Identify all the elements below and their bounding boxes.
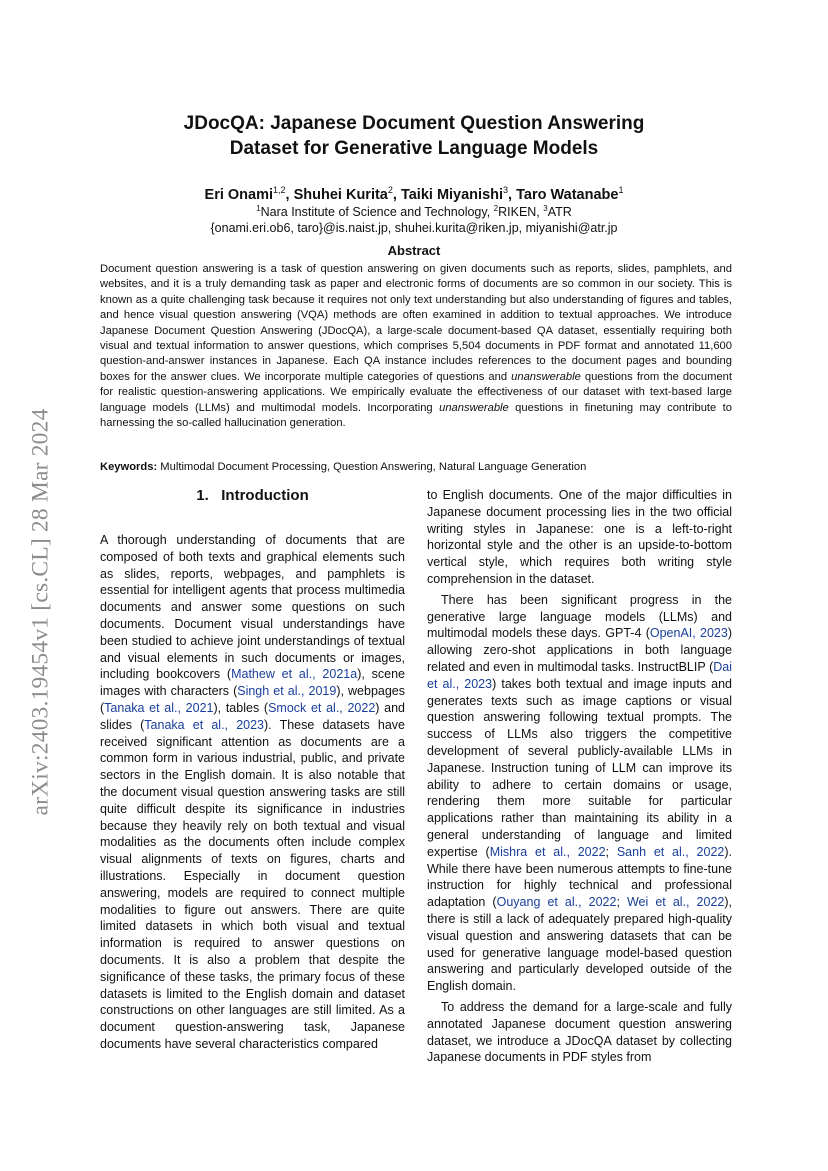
paper-title-line-2: Dataset for Generative Language Models <box>229 138 599 159</box>
paragraph-text: To address the demand for a large-scale and fully annotated Japanese document question answering dataset, we introduce a JDocQA dataset by collecting Japanese documents in PDF styles from <box>427 999 732 1065</box>
paragraph-text: ), tables ( <box>213 700 269 715</box>
affiliation-name: Nara Institute of Science and Technology, <box>260 205 494 220</box>
section-number: 1. <box>196 487 209 504</box>
paragraph-text: There has been significant progress in the generative large language models (LLMs) and multimodal models these days. GPT-4 ( <box>427 592 732 641</box>
right-text-column <box>427 487 732 1066</box>
affiliation-mark: 3 <box>543 204 548 213</box>
paragraph-text: ), scene images with characters ( <box>100 667 406 699</box>
author-affiliation-mark: 2 <box>387 185 393 195</box>
author-list: Eri Onami$^{1,2}$, Shuhei Kurita$^2$, Taiki Miyanishi$^3$, Taro Watanabe$^1$ <box>204 185 624 203</box>
section-title: Introduction <box>221 487 309 504</box>
paragraph-text: ) takes both textual and image inputs and generates texts such as image captions or visual question answering following textual prompts. The success of LLMs also triggers the competitive development of several publicly-available LLMs in Japanese. Instruction tuning of LLM can improve its ability to adhere to certain domains or usage, rendering them more suitable for particular applications rather than maintaining its ability in a general understanding of language and limited expertise ( <box>427 676 733 859</box>
abstract-text: Document question answering is a task of question answering on given documents such as reports, slides, pamphlets, and websites, and it is a truly demanding task as paper and electronic forms of documents are so common in our society. This is known as a quite challenging task because it requires not only text understanding but also understanding of figures and tables, and hence visual question answering (VQA) methods are often examined in addition to textual approaches. We introduce Japanese Document Question Answering (JDocQA), a large-scale document-based QA dataset, essentially requiring both visual and textual information to answer questions, which comprises 5,504 documents in PDF format and annotated 11,600 question-and-answer instances in Japanese. Each QA instance includes references to the document pages and bounding boxes for the answer clues. We incorporate multiple categories of questions and <box>100 263 732 383</box>
abstract-text: questions from the document for realistic question-answering applications. We empirically evaluate the effectiveness of our dataset with text-based large language models (LLMs) and multimodal models. Incorporating <box>100 370 732 414</box>
author-name: Eri Onami <box>204 186 274 203</box>
paragraph-text: ; <box>605 844 617 859</box>
citation-link[interactable]: Singh et al., 2019 <box>237 684 337 699</box>
keywords-text: Multimodal Document Processing, Question Answering, Natural Language Generation <box>157 461 587 473</box>
abstract-emphasis: unanswerable <box>511 370 581 383</box>
paragraph-text: ). These datasets have received significant attention as documents are a common form in various industrial, public, and private sectors in the English domain. It is also notable that the document visual question answering tasks are still quite difficult despite its significance in industries because they heavily rely on both textual and visual modalities as the documents often include complex visual alignments of texts on figures, charts and illustrations. Especially in document question answering, models are required to connect multiple modalities to figure out answers. There are quite limited datasets in which both visual and textual information is required to answer questions on documents. It is also a problem that despite the significance of these tasks, the primary focus of these datasets is limited to the English domain and dataset constructions on other languages are still limited. As a document question-answering task, Japanese documents have several characteristics compared <box>100 717 405 1051</box>
arxiv-identifier-stamp: arXiv:2403.19454v1 [cs.CL] 28 Mar 2024 <box>27 408 54 816</box>
paper-title-line-1: JDocQA: Japanese Document Question Answering <box>183 113 645 134</box>
author-affiliation-mark: 1,2 <box>273 185 286 195</box>
citation-link[interactable]: Wei et al., 2022 <box>626 895 725 910</box>
citation-link[interactable]: Tanaka et al., 2023 <box>144 717 264 732</box>
author-affiliation-mark: 3 <box>503 185 509 195</box>
citation-link[interactable]: Mishra et al., 2022 <box>489 844 606 859</box>
left-text-column <box>100 532 405 1053</box>
paragraph-text: A thorough understanding of documents that are composed of both texts and graphical elements such as slides, reports, webpages, and pamphlets is essential for intelligent agents that process multimedia documents and answer some questions on such documents. Document visual understandings have been studied to achieve joint understandings of textual and visual elements in such documents or images, including bookcovers ( <box>100 533 405 682</box>
intro-paragraph <box>100 532 405 1053</box>
paragraph-text: ) and slides ( <box>100 700 405 732</box>
affiliation-name: RIKEN, <box>498 205 544 220</box>
keywords-line <box>100 460 732 475</box>
paragraph-text: ), webpages ( <box>100 684 405 715</box>
paper-title <box>0 111 828 161</box>
citation-link[interactable]: Sanh et al., 2022 <box>616 844 725 859</box>
paragraph-text: ; <box>616 895 627 910</box>
citation-link[interactable]: Smock et al., 2022 <box>268 700 376 715</box>
author-affiliation-mark: 1 <box>618 185 624 195</box>
affiliation-mark: 1 <box>256 204 261 213</box>
affiliation-name: ATR <box>547 205 572 220</box>
keywords-label: Keywords: <box>100 461 158 473</box>
intro-paragraph <box>427 999 732 1066</box>
abstract-body <box>100 262 732 431</box>
intro-paragraph <box>427 592 732 995</box>
citation-link[interactable]: Dai et al., 2023 <box>427 659 732 691</box>
paragraph-text: ) allowing zero-shot applications in both language related and even in multimodal tasks. InstructBLIP ( <box>427 626 732 674</box>
citation-link[interactable]: Ouyang et al., 2022 <box>496 895 617 910</box>
paragraph-text: ), there is still a lack of adequately prepared high-quality visual question and answering datasets that can be used for generative language model-based question answering and particularly developed outside of the English domain. <box>427 895 732 994</box>
citation-link[interactable]: Tanaka et al., 2021 <box>104 700 214 715</box>
abstract-text: questions in finetuning may contribute to harnessing the so-called hallucination generation. <box>100 401 732 430</box>
paragraph-text: ). While there have been numerous attempts to fine-tune instruction for highly technical and professional adaptation ( <box>427 844 732 910</box>
author-name: Taro Watanabe <box>516 186 619 203</box>
author-emails: {onami.eri.ob6, taro}@is.naist.jp, shuhei.kurita@riken.jp, miyanishi@atr.jp <box>210 221 618 235</box>
intro-paragraph <box>427 487 732 588</box>
abstract-heading: Abstract <box>387 243 441 258</box>
affiliations <box>0 204 828 219</box>
author-name: Shuhei Kurita <box>293 186 388 203</box>
section-heading-introduction <box>100 487 405 504</box>
citation-link[interactable]: OpenAI, 2023 <box>649 626 728 641</box>
citation-link[interactable]: Mathew et al., 2021a <box>231 667 358 682</box>
paragraph-text: to English documents. One of the major difficulties in Japanese document processing lies in the two official writing styles in Japanese: one is a left-to-right horizontal style and the other is an upside-to-bottom vertical style, which requires both writing style comprehension in the dataset. <box>427 488 732 586</box>
affiliation-mark: 2 <box>493 204 499 213</box>
author-name: Taiki Miyanishi <box>400 186 504 203</box>
abstract-emphasis: unanswerable <box>439 401 509 414</box>
